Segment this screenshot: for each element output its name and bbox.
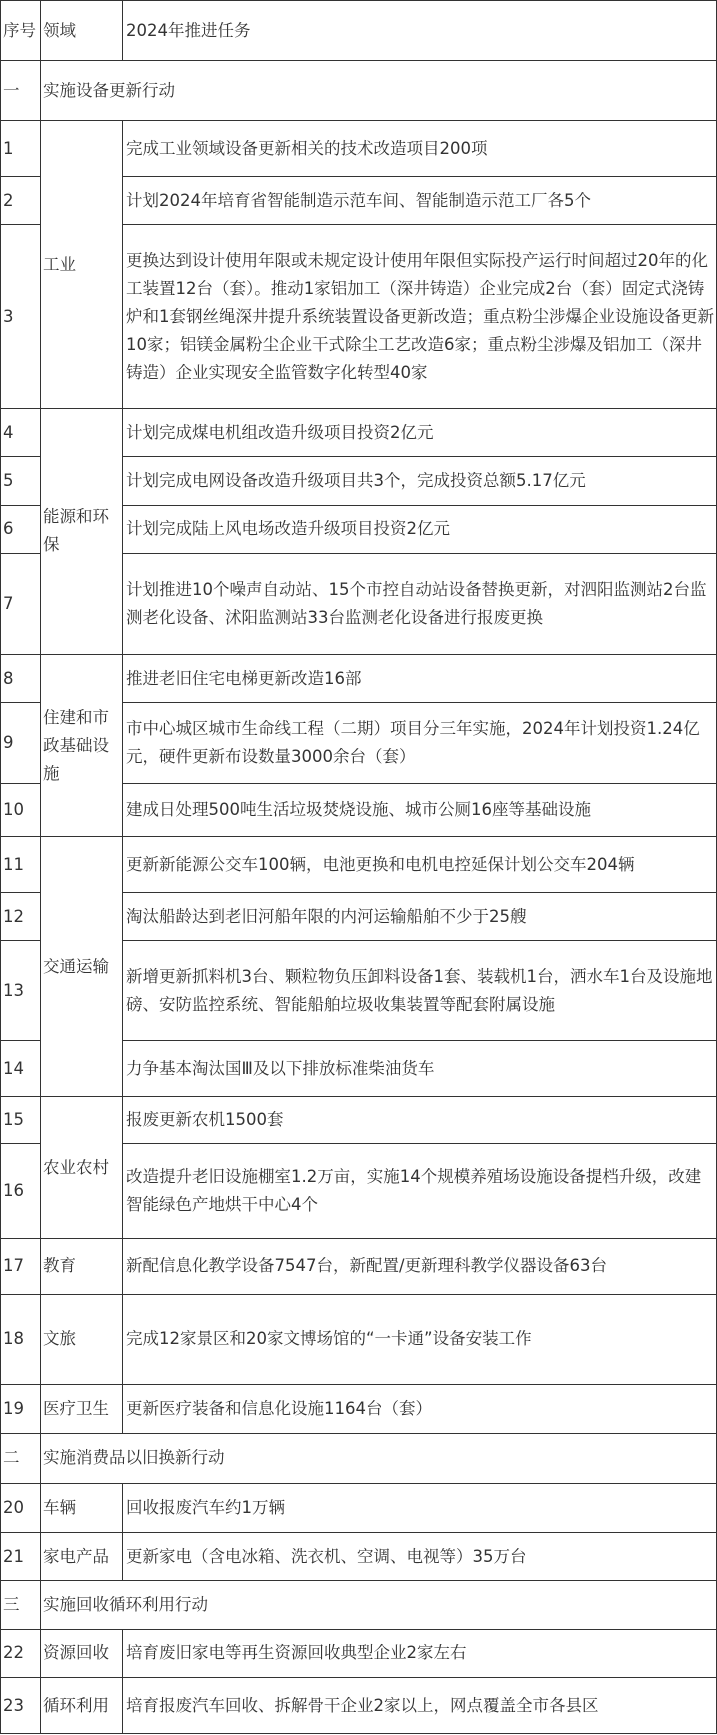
table-row [1,1097,717,1144]
row-task: 计划推进10个噪声自动站、15个市控自动站设备替换更新，对泗阳监测站2台监测老化设备、沭阳监测站33台监测老化设备进行报废更换 [123,553,717,654]
row-task: 计划完成电网设备改造升级项目共3个，完成投资总额5.17亿元 [123,457,717,505]
row-task: 改造提升老旧设施棚室1.2万亩，实施14个规模养殖场设施设备提档升级，改建智能绿色产地烘干中心4个 [123,1144,717,1238]
row-domain: 文旅 [41,1294,123,1384]
row-domain: 医疗卫生 [41,1384,123,1433]
section-no: 二 [1,1434,41,1483]
row-no: 1 [1,121,41,177]
row-domain: 车辆 [41,1483,123,1532]
row-domain: 工业 [41,121,123,409]
row-task: 更新新能源公交车100辆，电池更换和电机电控延保计划公交车204辆 [123,837,717,893]
header-task: 2024年推进任务 [123,1,717,61]
row-task: 推进老旧住宅电梯更新改造16部 [123,654,717,702]
row-domain: 资源回收 [41,1629,123,1677]
section-title: 实施回收循环利用行动 [41,1581,717,1629]
row-task: 计划2024年培育省智能制造示范车间、智能制造示范工厂各5个 [123,177,717,225]
row-no: 23 [1,1678,41,1734]
table-row [1,1533,717,1581]
row-no: 2 [1,177,41,225]
table-row [1,121,717,177]
row-no: 4 [1,408,41,456]
section-no: 一 [1,61,41,121]
row-task: 培育报废汽车回收、拆解骨干企业2家以上，网点覆盖全市各县区 [123,1678,717,1734]
row-no: 3 [1,225,41,409]
row-no: 5 [1,457,41,505]
row-task: 更换达到设计使用年限或未规定设计使用年限但实际投产运行时间超过20年的化工装置12台（套）。推动1家铝加工（深井铸造）企业完成2台（套）固定式浇铸炉和1套钢丝绳深井提升系统装置设备更新改造；重点粉尘涉爆企业设施设备更新10家；铝镁金属粉尘企业干式除尘工艺改造6家；重点粉尘涉爆及铝加工（深井铸造）企业实现安全监管数字化转型40家 [123,225,717,409]
row-task: 计划完成煤电机组改造升级项目投资2亿元 [123,408,717,456]
row-no: 17 [1,1238,41,1294]
section-title: 实施设备更新行动 [41,61,717,121]
table-row [1,408,717,456]
section-title: 实施消费品以旧换新行动 [41,1434,717,1483]
row-task: 更新医疗装备和信息化设施1164台（套） [123,1384,717,1433]
row-task: 完成12家景区和20家文博场馆的“一卡通”设备安装工作 [123,1294,717,1384]
row-domain: 能源和环保 [41,408,123,654]
table-row [1,837,717,893]
row-domain: 家电产品 [41,1533,123,1581]
header-row [1,1,717,61]
table-row [1,1483,717,1532]
row-no: 22 [1,1629,41,1677]
section-row [1,1434,717,1483]
row-no: 14 [1,1041,41,1097]
row-no: 21 [1,1533,41,1581]
row-no: 15 [1,1097,41,1144]
table-row [1,654,717,702]
row-task: 市中心城区城市生命线工程（二期）项目分三年实施，2024年计划投资1.24亿元，硬件更新布设数量3000余台（套） [123,703,717,784]
table-row [1,1629,717,1677]
header-no: 序号 [1,1,41,61]
row-no: 19 [1,1384,41,1433]
table-row [1,1384,717,1433]
row-domain: 交通运输 [41,837,123,1097]
row-domain: 住建和市政基础设施 [41,654,123,837]
row-no: 9 [1,703,41,784]
section-row [1,1581,717,1629]
row-task: 计划完成陆上风电场改造升级项目投资2亿元 [123,505,717,553]
table-row [1,1294,717,1384]
row-task: 力争基本淘汰国Ⅲ及以下排放标准柴油货车 [123,1041,717,1097]
row-task: 新配信息化教学设备7547台，新配置/更新理科教学仪器设备63台 [123,1238,717,1294]
row-domain: 循环利用 [41,1678,123,1734]
row-task: 更新家电（含电冰箱、洗衣机、空调、电视等）35万台 [123,1533,717,1581]
row-task: 淘汰船龄达到老旧河船年限的内河运输船舶不少于25艘 [123,893,717,941]
header-domain: 领域 [41,1,123,61]
section-row [1,61,717,121]
row-task: 建成日处理500吨生活垃圾焚烧设施、城市公厕16座等基础设施 [123,783,717,837]
row-no: 8 [1,654,41,702]
row-task: 报废更新农机1500套 [123,1097,717,1144]
row-domain: 农业农村 [41,1097,123,1239]
row-no: 12 [1,893,41,941]
row-task: 培育废旧家电等再生资源回收典型企业2家左右 [123,1629,717,1677]
row-task: 新增更新抓料机3台、颗粒物负压卸料设备1套、装载机1台，洒水车1台及设施地磅、安防监控系统、智能船舶垃圾收集装置等配套附属设施 [123,941,717,1041]
row-no: 18 [1,1294,41,1384]
table-row [1,1678,717,1734]
row-no: 11 [1,837,41,893]
row-no: 13 [1,941,41,1041]
row-no: 10 [1,783,41,837]
row-no: 6 [1,505,41,553]
row-domain: 教育 [41,1238,123,1294]
row-task: 完成工业领域设备更新相关的技术改造项目200项 [123,121,717,177]
row-no: 20 [1,1483,41,1532]
row-task: 回收报废汽车约1万辆 [123,1483,717,1532]
table-row [1,1238,717,1294]
row-no: 7 [1,553,41,654]
row-no: 16 [1,1144,41,1238]
section-no: 三 [1,1581,41,1629]
